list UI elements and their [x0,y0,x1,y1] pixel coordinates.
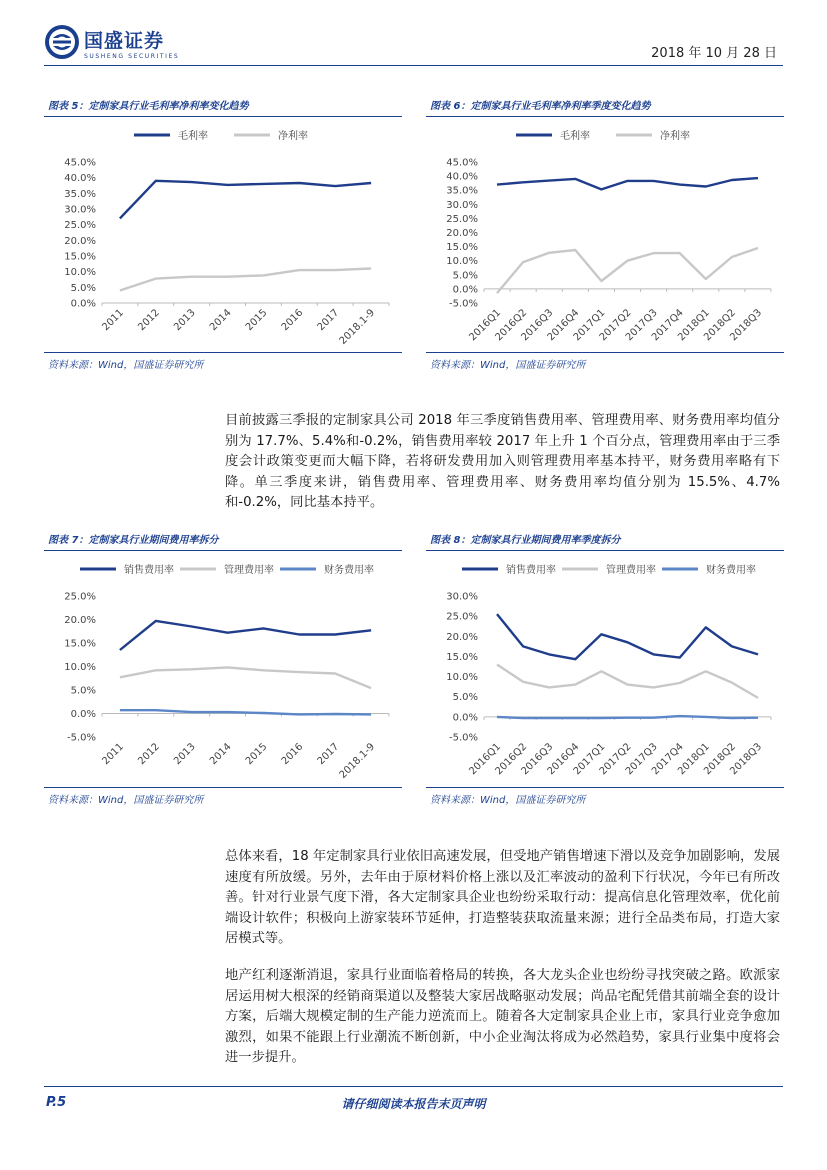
y-tick-label: 5.0% [452,692,478,704]
logo-en: SUSHENG SECURITIES [84,53,180,60]
logo-mark-icon [44,24,80,60]
legend-label-3: 财务费用率 [706,565,756,576]
x-tick-label: 2016 [279,741,306,768]
fig6-source: 资料来源：Wind，国盛证券研究所 [430,360,586,371]
x-tick-label: 2018Q1 [676,307,712,344]
x-tick-label: 2018.1-9 [337,307,378,347]
y-tick-label: 30.0% [446,199,478,211]
y-tick-label: 35.0% [64,188,96,200]
y-tick-label: 40.0% [446,171,478,183]
series-line-1 [120,621,371,650]
legend-label-2: 净利率 [278,131,308,142]
y-tick-label: -5.0% [448,298,478,310]
x-tick-label: 2017Q4 [649,741,686,778]
y-tick-label: 20.0% [64,615,96,626]
x-tick-label: 2016Q4 [545,307,582,344]
y-tick-label: 15.0% [446,242,478,254]
x-tick-label: 2012 [136,741,162,768]
y-tick-label: 40.0% [64,173,96,185]
legend-label-3: 财务费用率 [324,565,374,576]
x-tick-label: 2017Q1 [571,741,608,778]
fig6-source-rule [426,352,784,353]
x-tick-label: 2017Q3 [623,307,660,344]
fig7-caption-rule [44,550,402,551]
series-line-2 [120,269,371,291]
fig7-source: 资料来源：Wind，国盛证券研究所 [48,795,204,806]
series-line-2 [497,248,758,293]
x-tick-label: 2016Q4 [545,741,582,778]
series-line-2 [497,665,758,698]
fig5-caption: 图表 5：定制家具行业毛利率净利率变化趋势 [48,101,249,112]
x-tick-label: 2016Q1 [467,307,504,344]
y-tick-label: 20.0% [64,235,96,247]
paragraph-expense-ratios: 目前披露三季报的定制家具公司 2018 年三季度销售费用率、管理费用率、财务费用率均值分别为 17.7%、5.4%和-0.2%，销售费用率较 2017 年上升 1 个百分点，管理费用率由于三季度会计政策变更而大幅下降，若将研发费用加入则管理费用率基本持平，财务费用率略有下降。单三季度来讲，销售费用率、管理费用率、财务费用率均值分别为 15.5%、4.7%和-0.2%，同比基本持平。 [225,413,780,510]
paragraph-industry-overview: 总体来看，18 年定制家具行业依旧高速发展，但受地产销售增速下滑以及竞争加剧影响，发展速度有所放缓。另外，去年由于原材料价格上涨以及汇率波动的盈利下行状况，今年已有所改善。针对行业景气度下滑，各大定制家具企业也纷纷采取行动：提高信息化管理效率，优化前端设计软件；积极向上游家装环节延伸，打造整装获取流量来源；进行全品类布局，打造大家居模式等。 [225,849,780,946]
legend-label-1: 销售费用率 [506,565,556,576]
x-tick-label: 2017Q2 [597,307,634,344]
x-tick-label: 2017 [315,741,342,768]
x-tick-label: 2014 [207,741,234,768]
x-tick-label: 2017Q2 [597,741,634,778]
legend-label-1: 销售费用率 [124,565,174,576]
y-tick-label: 25.0% [64,591,96,603]
y-tick-label: 5.0% [70,282,96,294]
logo-cn: 国盛证券 [84,30,165,52]
y-tick-label: 10.0% [64,662,96,673]
fig8-chart [426,554,786,786]
y-tick-label: 0.0% [452,712,478,724]
x-tick-label: 2018Q3 [728,307,765,344]
y-tick-label: 10.0% [446,672,478,684]
x-tick-label: 2016Q3 [519,307,556,344]
legend-label-2: 净利率 [660,131,690,142]
y-tick-label: 15.0% [64,251,96,263]
fig8-caption-rule [426,550,784,551]
fig5-chart [44,120,404,352]
x-tick-label: 2016 [279,307,306,334]
fig7-chart [44,554,404,786]
y-tick-label: 20.0% [446,631,478,643]
fig5-source-rule [44,352,402,353]
fig6-chart [426,120,786,352]
y-tick-label: 5.0% [70,685,96,697]
series-line-2 [120,667,371,688]
fig7-caption: 图表 7：定制家具行业期间费用率拆分 [48,535,219,546]
y-tick-label: 0.0% [70,298,96,310]
x-tick-label: 2011 [100,307,127,334]
company-logo [44,22,194,64]
x-tick-label: 2015 [243,307,270,334]
y-tick-label: 25.0% [446,213,478,225]
y-tick-label: 25.0% [64,220,96,232]
x-tick-label: 2016Q3 [519,741,556,778]
y-tick-label: 10.0% [446,256,478,268]
x-tick-label: 2018.1-9 [337,741,378,781]
x-tick-label: 2017Q1 [571,307,608,344]
x-tick-label: 2018Q2 [702,307,738,344]
x-tick-label: 2015 [243,741,270,768]
fig7-source-rule [44,787,402,788]
x-tick-label: 2013 [172,307,198,334]
y-tick-label: 0.0% [70,709,96,720]
fig5-caption-rule [44,116,402,117]
legend-label-1: 毛利率 [178,131,208,142]
x-tick-label: 2014 [207,307,234,334]
x-tick-label: 2016Q2 [493,741,530,778]
x-tick-label: 2018Q1 [676,741,712,778]
series-line-1 [497,178,758,189]
x-tick-label: 2011 [100,741,127,768]
series-line-1 [497,614,758,659]
disclaimer-note: 请仔细阅读本报告末页声明 [341,1097,486,1111]
x-tick-label: 2012 [136,307,162,334]
legend-label-1: 毛利率 [560,131,590,142]
fig8-source-rule [426,787,784,788]
x-tick-label: 2018Q3 [728,741,765,778]
y-tick-label: 5.0% [452,270,478,282]
fig8-source: 资料来源：Wind，国盛证券研究所 [430,795,586,806]
x-tick-label: 2017 [315,307,342,334]
x-tick-label: 2016Q2 [493,307,530,344]
fig8-caption: 图表 8：定制家具行业期间费用率季度拆分 [430,535,621,546]
y-tick-label: 10.0% [64,267,96,279]
y-tick-label: -5.0% [448,732,478,744]
x-tick-label: 2017Q3 [623,741,660,778]
x-tick-label: 2016Q1 [467,741,504,778]
y-tick-label: 15.0% [446,651,478,663]
series-line-1 [120,181,371,219]
legend-label-2: 管理费用率 [606,565,656,576]
y-tick-label: 45.0% [446,157,478,169]
y-tick-label: -5.0% [66,732,96,744]
header-divider [44,65,783,66]
y-tick-label: 45.0% [64,157,96,169]
y-tick-label: 35.0% [446,185,478,197]
y-tick-label: 25.0% [446,611,478,623]
footer-divider [44,1086,783,1087]
fig6-caption-rule [426,116,784,117]
y-tick-label: 15.0% [64,638,96,650]
legend-label-2: 管理费用率 [224,565,274,576]
x-tick-label: 2013 [172,741,198,768]
x-tick-label: 2018Q2 [702,741,738,778]
report-date: 2018 年 10 月 28 日 [651,46,777,61]
y-tick-label: 30.0% [446,591,478,603]
paragraph-industry-outlook: 地产红利逐渐消退，家具行业面临着格局的转换，各大龙头企业也纷纷寻找突破之路。欧派家居运用树大根深的经销商渠道以及整装大家居战略驱动发展；尚品宅配凭借其前端全套的设计方案，后端大规模定制的生产能力逆流而上。随着各大定制家具企业上市，家具行业竞争愈加激烈，如果不能跟上行业潮流不断创新，中小企业淘汰将成为必然趋势，家具行业集中度将会进一步提升。 [225,968,780,1065]
x-tick-label: 2017Q4 [649,307,686,344]
y-tick-label: 30.0% [64,204,96,216]
fig6-caption: 图表 6：定制家具行业毛利率净利率季度变化趋势 [430,101,651,112]
fig5-source: 资料来源：Wind，国盛证券研究所 [48,360,204,371]
y-tick-label: 20.0% [446,228,478,239]
y-tick-label: 0.0% [452,284,478,296]
page-number: P.5 [46,1095,67,1110]
